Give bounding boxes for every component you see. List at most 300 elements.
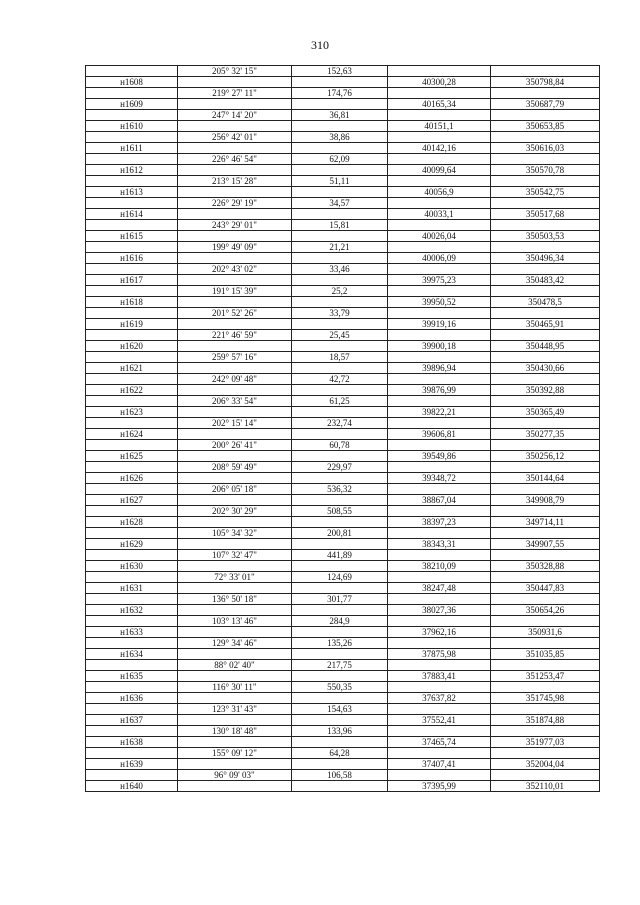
empty-cell — [491, 616, 600, 627]
point-x: 37395,99 — [388, 781, 491, 792]
point-x: 39549,86 — [388, 451, 491, 462]
segment-row — [86, 484, 600, 495]
empty-cell — [86, 330, 178, 341]
segment-angle: 259° 57' 16" — [178, 352, 292, 363]
empty-cell — [491, 594, 600, 605]
segment-distance: 61,25 — [292, 396, 388, 407]
point-x: 40300,28 — [388, 77, 491, 88]
segment-angle: 208° 59' 49" — [178, 462, 292, 473]
empty-cell — [86, 682, 178, 693]
point-y: 350931,6 — [491, 627, 600, 638]
empty-cell — [86, 154, 178, 165]
point-x: 40006,09 — [388, 253, 491, 264]
segment-angle: 88° 02' 40" — [178, 660, 292, 671]
empty-cell — [388, 638, 491, 649]
empty-cell — [491, 704, 600, 715]
empty-cell — [388, 220, 491, 231]
point-x: 39975,23 — [388, 275, 491, 286]
point-name: н1610 — [86, 121, 178, 132]
point-name: н1627 — [86, 495, 178, 506]
empty-cell — [178, 737, 292, 748]
empty-cell — [292, 209, 388, 220]
empty-cell — [292, 341, 388, 352]
segment-angle: 155° 09' 12" — [178, 748, 292, 759]
point-row — [86, 319, 600, 330]
segment-angle: 116° 30' 11" — [178, 682, 292, 693]
segment-row — [86, 220, 600, 231]
empty-cell — [178, 451, 292, 462]
point-name: н1621 — [86, 363, 178, 374]
empty-cell — [491, 396, 600, 407]
point-row — [86, 605, 600, 616]
empty-cell — [388, 506, 491, 517]
empty-cell — [292, 561, 388, 572]
empty-cell — [86, 594, 178, 605]
empty-cell — [491, 154, 600, 165]
point-name: н1619 — [86, 319, 178, 330]
empty-cell — [86, 440, 178, 451]
segment-row — [86, 594, 600, 605]
point-x: 40165,34 — [388, 99, 491, 110]
empty-cell — [178, 605, 292, 616]
empty-cell — [178, 473, 292, 484]
empty-cell — [388, 660, 491, 671]
empty-cell — [292, 99, 388, 110]
empty-cell — [491, 660, 600, 671]
segment-distance: 301,77 — [292, 594, 388, 605]
segment-distance: 38,86 — [292, 132, 388, 143]
segment-angle: 226° 29' 19" — [178, 198, 292, 209]
segment-row — [86, 242, 600, 253]
empty-cell — [178, 649, 292, 660]
empty-cell — [292, 627, 388, 638]
point-x: 39606,81 — [388, 429, 491, 440]
empty-cell — [491, 638, 600, 649]
point-name: н1626 — [86, 473, 178, 484]
point-name: н1611 — [86, 143, 178, 154]
segment-row — [86, 88, 600, 99]
segment-angle: 129° 34' 46" — [178, 638, 292, 649]
point-y: 350478,5 — [491, 297, 600, 308]
empty-cell — [388, 594, 491, 605]
point-name: н1625 — [86, 451, 178, 462]
point-name: н1613 — [86, 187, 178, 198]
point-y: 350447,83 — [491, 583, 600, 594]
point-x: 40056,9 — [388, 187, 491, 198]
segment-angle: 206° 05' 18" — [178, 484, 292, 495]
segment-distance: 550,35 — [292, 682, 388, 693]
point-name: н1624 — [86, 429, 178, 440]
empty-cell — [292, 759, 388, 770]
point-name: н1636 — [86, 693, 178, 704]
segment-row — [86, 176, 600, 187]
point-row — [86, 341, 600, 352]
point-x: 37962,16 — [388, 627, 491, 638]
empty-cell — [388, 198, 491, 209]
point-x: 38247,48 — [388, 583, 491, 594]
segment-distance: 15,81 — [292, 220, 388, 231]
empty-cell — [292, 737, 388, 748]
point-row — [86, 693, 600, 704]
empty-cell — [178, 781, 292, 792]
segment-distance: 25,2 — [292, 286, 388, 297]
segment-distance: 33,79 — [292, 308, 388, 319]
empty-cell — [86, 638, 178, 649]
point-y: 350328,88 — [491, 561, 600, 572]
point-x: 38867,04 — [388, 495, 491, 506]
empty-cell — [86, 308, 178, 319]
empty-cell — [388, 484, 491, 495]
empty-cell — [86, 396, 178, 407]
point-row — [86, 561, 600, 572]
point-name: н1640 — [86, 781, 178, 792]
segment-distance: 60,78 — [292, 440, 388, 451]
empty-cell — [178, 121, 292, 132]
empty-cell — [86, 264, 178, 275]
point-y: 350616,03 — [491, 143, 600, 154]
point-y: 350654,26 — [491, 605, 600, 616]
empty-cell — [86, 242, 178, 253]
point-name: н1638 — [86, 737, 178, 748]
segment-angle: 205° 32' 15" — [178, 66, 292, 77]
page-number: 310 — [311, 38, 329, 52]
segment-angle: 96° 09' 03" — [178, 770, 292, 781]
empty-cell — [388, 132, 491, 143]
empty-cell — [86, 462, 178, 473]
point-y: 351035,85 — [491, 649, 600, 660]
segment-angle: 136° 50' 18" — [178, 594, 292, 605]
point-y: 350570,78 — [491, 165, 600, 176]
empty-cell — [388, 770, 491, 781]
empty-cell — [292, 473, 388, 484]
empty-cell — [86, 132, 178, 143]
point-x: 38343,31 — [388, 539, 491, 550]
point-x: 38210,09 — [388, 561, 491, 572]
empty-cell — [292, 231, 388, 242]
point-y: 350430,66 — [491, 363, 600, 374]
point-y: 352004,04 — [491, 759, 600, 770]
empty-cell — [86, 572, 178, 583]
empty-cell — [292, 187, 388, 198]
empty-cell — [178, 495, 292, 506]
empty-cell — [388, 330, 491, 341]
segment-angle: 191° 15' 39" — [178, 286, 292, 297]
empty-cell — [292, 781, 388, 792]
point-row — [86, 253, 600, 264]
point-name: н1618 — [86, 297, 178, 308]
segment-distance: 200,81 — [292, 528, 388, 539]
point-x: 38397,23 — [388, 517, 491, 528]
point-y: 351874,88 — [491, 715, 600, 726]
segment-distance: 36,81 — [292, 110, 388, 121]
point-y: 350798,84 — [491, 77, 600, 88]
point-y: 350653,85 — [491, 121, 600, 132]
point-y: 350277,35 — [491, 429, 600, 440]
point-y: 352110,01 — [491, 781, 600, 792]
point-row — [86, 297, 600, 308]
empty-cell — [491, 110, 600, 121]
segment-distance: 135,26 — [292, 638, 388, 649]
empty-cell — [178, 165, 292, 176]
segment-row — [86, 770, 600, 781]
point-name: н1629 — [86, 539, 178, 550]
empty-cell — [491, 286, 600, 297]
segment-angle: 247° 14' 20" — [178, 110, 292, 121]
point-y: 350448,95 — [491, 341, 600, 352]
segment-distance: 42,72 — [292, 374, 388, 385]
empty-cell — [491, 572, 600, 583]
empty-cell — [178, 341, 292, 352]
empty-cell — [491, 242, 600, 253]
empty-cell — [388, 66, 491, 77]
empty-cell — [292, 363, 388, 374]
segment-angle: 105° 34' 32" — [178, 528, 292, 539]
empty-cell — [388, 550, 491, 561]
empty-cell — [178, 693, 292, 704]
empty-cell — [388, 154, 491, 165]
empty-cell — [178, 539, 292, 550]
point-row — [86, 187, 600, 198]
empty-cell — [491, 88, 600, 99]
segment-angle: 123° 31' 43" — [178, 704, 292, 715]
point-y: 350687,79 — [491, 99, 600, 110]
segment-angle: 202° 30' 29" — [178, 506, 292, 517]
point-row — [86, 99, 600, 110]
empty-cell — [86, 506, 178, 517]
point-y: 350483,42 — [491, 275, 600, 286]
empty-cell — [178, 583, 292, 594]
empty-cell — [491, 374, 600, 385]
empty-cell — [292, 121, 388, 132]
segment-row — [86, 308, 600, 319]
empty-cell — [292, 649, 388, 660]
segment-row — [86, 550, 600, 561]
segment-distance: 33,46 — [292, 264, 388, 275]
segment-distance: 21,21 — [292, 242, 388, 253]
empty-cell — [292, 429, 388, 440]
segment-row — [86, 660, 600, 671]
point-y: 350517,68 — [491, 209, 600, 220]
point-row — [86, 165, 600, 176]
empty-cell — [388, 748, 491, 759]
empty-cell — [491, 66, 600, 77]
point-row — [86, 759, 600, 770]
segment-row — [86, 638, 600, 649]
empty-cell — [388, 528, 491, 539]
empty-cell — [178, 77, 292, 88]
point-row — [86, 539, 600, 550]
segment-distance: 64,28 — [292, 748, 388, 759]
point-name: н1630 — [86, 561, 178, 572]
segment-angle: 202° 43' 02" — [178, 264, 292, 275]
empty-cell — [178, 143, 292, 154]
point-y: 350496,34 — [491, 253, 600, 264]
point-x: 39348,72 — [388, 473, 491, 484]
segment-row — [86, 704, 600, 715]
segment-row — [86, 286, 600, 297]
empty-cell — [292, 275, 388, 286]
segment-angle: 130° 18' 48" — [178, 726, 292, 737]
empty-cell — [491, 550, 600, 561]
point-x: 40142,16 — [388, 143, 491, 154]
segment-row — [86, 506, 600, 517]
segment-angle: 107° 32' 47" — [178, 550, 292, 561]
empty-cell — [178, 715, 292, 726]
point-row — [86, 715, 600, 726]
segment-row — [86, 66, 600, 77]
point-y: 349908,79 — [491, 495, 600, 506]
empty-cell — [86, 660, 178, 671]
point-x: 37875,98 — [388, 649, 491, 660]
point-name: н1617 — [86, 275, 178, 286]
empty-cell — [388, 242, 491, 253]
empty-cell — [178, 231, 292, 242]
empty-cell — [178, 187, 292, 198]
point-y: 351253,47 — [491, 671, 600, 682]
point-y: 351745,98 — [491, 693, 600, 704]
point-name: н1639 — [86, 759, 178, 770]
empty-cell — [86, 66, 178, 77]
point-y: 350465,91 — [491, 319, 600, 330]
point-y: 350256,12 — [491, 451, 600, 462]
empty-cell — [491, 682, 600, 693]
empty-cell — [178, 385, 292, 396]
empty-cell — [86, 198, 178, 209]
segment-row — [86, 132, 600, 143]
empty-cell — [178, 517, 292, 528]
empty-cell — [491, 528, 600, 539]
point-y: 350542,75 — [491, 187, 600, 198]
segment-angle: 72° 33' 01" — [178, 572, 292, 583]
empty-cell — [86, 484, 178, 495]
point-name: н1608 — [86, 77, 178, 88]
empty-cell — [491, 726, 600, 737]
segment-row — [86, 462, 600, 473]
point-row — [86, 77, 600, 88]
empty-cell — [292, 385, 388, 396]
empty-cell — [86, 220, 178, 231]
point-y: 350392,88 — [491, 385, 600, 396]
empty-cell — [292, 319, 388, 330]
point-row — [86, 363, 600, 374]
empty-cell — [178, 209, 292, 220]
segment-distance: 174,76 — [292, 88, 388, 99]
point-row — [86, 275, 600, 286]
empty-cell — [491, 220, 600, 231]
empty-cell — [292, 407, 388, 418]
empty-cell — [86, 528, 178, 539]
empty-cell — [86, 748, 178, 759]
point-x: 39822,21 — [388, 407, 491, 418]
empty-cell — [86, 550, 178, 561]
segment-distance: 62,09 — [292, 154, 388, 165]
point-x: 39900,18 — [388, 341, 491, 352]
empty-cell — [178, 363, 292, 374]
segment-distance: 25,45 — [292, 330, 388, 341]
point-x: 40033,1 — [388, 209, 491, 220]
empty-cell — [388, 726, 491, 737]
empty-cell — [292, 143, 388, 154]
segment-distance: 106,58 — [292, 770, 388, 781]
empty-cell — [388, 308, 491, 319]
empty-cell — [491, 330, 600, 341]
empty-cell — [388, 572, 491, 583]
point-row — [86, 407, 600, 418]
empty-cell — [388, 286, 491, 297]
empty-cell — [178, 253, 292, 264]
empty-cell — [292, 165, 388, 176]
empty-cell — [388, 396, 491, 407]
empty-cell — [388, 704, 491, 715]
empty-cell — [491, 198, 600, 209]
empty-cell — [292, 77, 388, 88]
empty-cell — [178, 671, 292, 682]
point-x: 39950,52 — [388, 297, 491, 308]
segment-angle: 213° 15' 28" — [178, 176, 292, 187]
segment-distance: 133,96 — [292, 726, 388, 737]
segment-distance: 124,69 — [292, 572, 388, 583]
segment-angle: 242° 09' 48" — [178, 374, 292, 385]
empty-cell — [491, 176, 600, 187]
point-y: 349907,55 — [491, 539, 600, 550]
empty-cell — [292, 253, 388, 264]
empty-cell — [388, 440, 491, 451]
segment-angle: 219° 27' 11" — [178, 88, 292, 99]
empty-cell — [388, 616, 491, 627]
point-y: 350365,49 — [491, 407, 600, 418]
point-x: 37883,41 — [388, 671, 491, 682]
empty-cell — [491, 748, 600, 759]
segment-row — [86, 440, 600, 451]
point-name: н1628 — [86, 517, 178, 528]
point-row — [86, 781, 600, 792]
empty-cell — [86, 88, 178, 99]
empty-cell — [491, 352, 600, 363]
segment-row — [86, 352, 600, 363]
empty-cell — [292, 517, 388, 528]
empty-cell — [86, 374, 178, 385]
empty-cell — [491, 308, 600, 319]
point-name: н1631 — [86, 583, 178, 594]
point-row — [86, 495, 600, 506]
point-x: 39919,16 — [388, 319, 491, 330]
point-y: 349714,11 — [491, 517, 600, 528]
point-name: н1637 — [86, 715, 178, 726]
point-row — [86, 627, 600, 638]
empty-cell — [491, 418, 600, 429]
empty-cell — [388, 418, 491, 429]
segment-row — [86, 110, 600, 121]
segment-distance: 51,11 — [292, 176, 388, 187]
empty-cell — [86, 726, 178, 737]
point-name: н1633 — [86, 627, 178, 638]
segment-angle: 243° 29' 01" — [178, 220, 292, 231]
empty-cell — [292, 451, 388, 462]
empty-cell — [292, 715, 388, 726]
empty-cell — [491, 506, 600, 517]
empty-cell — [178, 627, 292, 638]
segment-row — [86, 198, 600, 209]
point-x: 39896,94 — [388, 363, 491, 374]
point-name: н1614 — [86, 209, 178, 220]
point-name: н1623 — [86, 407, 178, 418]
segment-row — [86, 748, 600, 759]
point-x: 37637,82 — [388, 693, 491, 704]
point-name: н1616 — [86, 253, 178, 264]
point-name: н1615 — [86, 231, 178, 242]
segment-angle: 221° 46' 59" — [178, 330, 292, 341]
point-name: н1609 — [86, 99, 178, 110]
